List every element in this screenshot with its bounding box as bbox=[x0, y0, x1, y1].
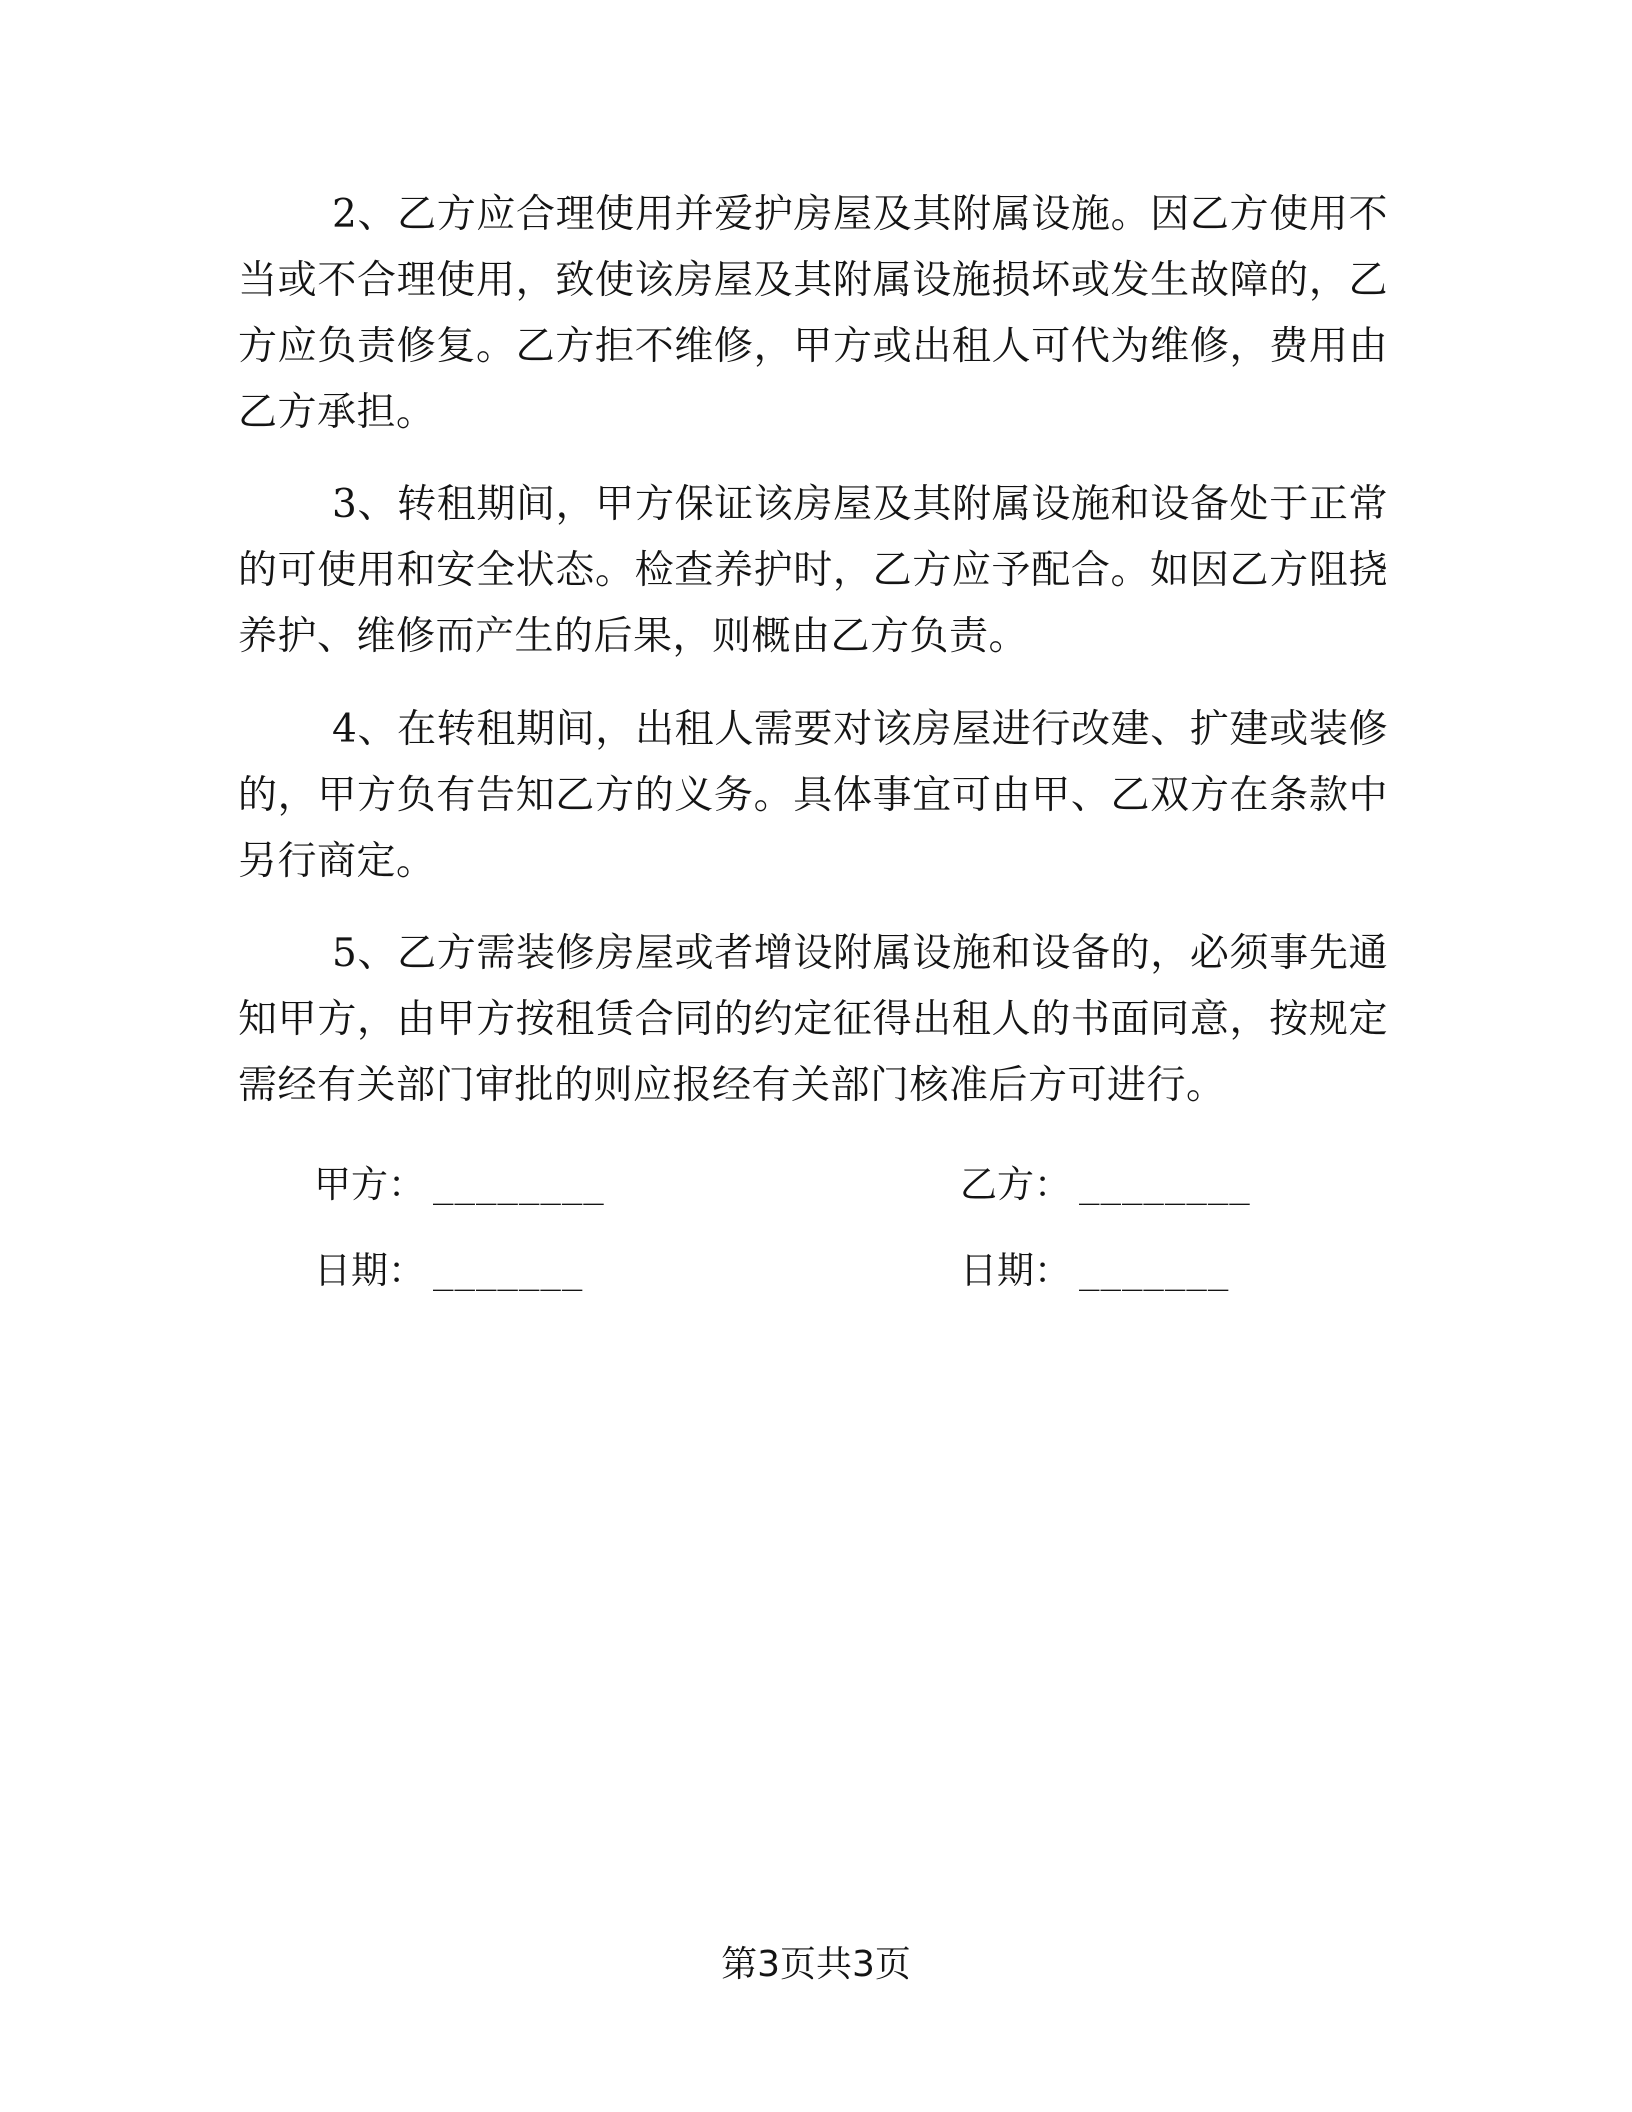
clause-4-text: 4、在转租期间，出租人需要对该房屋进行改建、扩建或装修的，甲方负有告知乙方的义务。具体事宜可由甲、乙双方在条款中另行商定。 bbox=[238, 707, 1388, 884]
party-a-blank: ________ bbox=[433, 1166, 605, 1206]
party-b-blank: ________ bbox=[1079, 1166, 1251, 1206]
party-b-date-label: 日期： bbox=[960, 1249, 1071, 1292]
party-a-date-blank: _______ bbox=[433, 1252, 584, 1292]
clause-3-text: 3、转租期间，甲方保证该房屋及其附属设施和设备处于正常的可使用和安全状态。检查养护时，乙方应予配合。如因乙方阻挠养护、维修而产生的后果，则概由乙方负责。 bbox=[238, 482, 1388, 659]
party-b-date-line bbox=[960, 1246, 1229, 1297]
clause-5-text: 5、乙方需装修房屋或者增设附属设施和设备的，必须事先通知甲方，由甲方按租赁合同的约定征得出租人的书面同意，按规定需经有关部门审批的则应报经有关部门核准后方可进行。 bbox=[238, 931, 1388, 1108]
clause-2-text: 2、乙方应合理使用并爱护房屋及其附属设施。因乙方使用不当或不合理使用，致使该房屋及其附属设施损坏或发生故障的，乙方应负责修复。乙方拒不维修，甲方或出租人可代为维修，费用由乙方承担。 bbox=[238, 192, 1388, 435]
party-b-date-blank: _______ bbox=[1079, 1252, 1230, 1292]
party-b-signature-line bbox=[960, 1160, 1251, 1211]
page-number-footer: 第3页共3页 bbox=[721, 1944, 911, 1985]
party-b-label: 乙方： bbox=[960, 1163, 1071, 1206]
party-a-label: 甲方： bbox=[314, 1163, 425, 1206]
party-a-signature-line bbox=[314, 1160, 605, 1211]
party-a-date-line bbox=[314, 1246, 583, 1297]
party-a-date-label: 日期： bbox=[314, 1249, 425, 1292]
